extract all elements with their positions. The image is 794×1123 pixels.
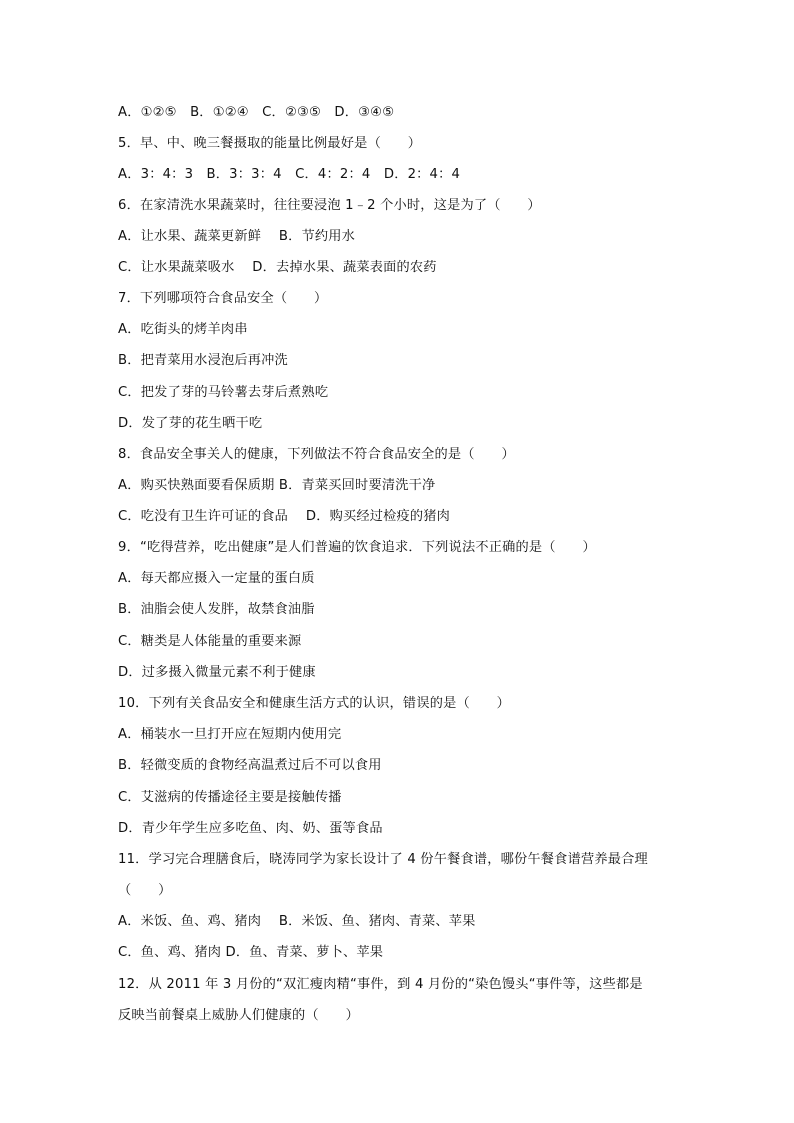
answer-options-q6-cd: C．让水果蔬菜吸水 D．去掉水果、蔬菜表面的农药: [118, 260, 437, 275]
answer-option-q7-b: B．把青菜用水浸泡后再冲洗: [118, 353, 288, 368]
answer-option-q10-b: B．轻微变质的食物经高温煮过后不可以食用: [118, 758, 382, 773]
answer-option-q9-c: C．糖类是人体能量的重要来源: [118, 634, 302, 649]
question-9: 9．“吃得营养，吃出健康”是人们普遍的饮食追求．下列说法不正确的是（ ）: [118, 540, 596, 555]
question-7: 7．下列哪项符合食品安全（ ）: [118, 291, 328, 306]
question-8: 8．食品安全事关人的健康，下列做法不符合食品安全的是（ ）: [118, 447, 515, 462]
answer-option-q9-b: B．油脂会使人发胖，故禁食油脂: [118, 602, 315, 617]
answer-options-q4: A．①②⑤ B．①②④ C．②③⑤ D．③④⑤: [118, 105, 395, 120]
answer-options-q8-ab: A．购买快熟面要看保质期 B．青菜买回时要清洗干净: [118, 478, 436, 493]
question-5: 5．早、中、晚三餐摄取的能量比例最好是（ ）: [118, 136, 422, 151]
question-11: 11．学习完合理膳食后，晓涛同学为家长设计了 4 份午餐食谱，哪份午餐食谱营养最合理: [118, 852, 648, 867]
answer-options-q8-cd: C．吃没有卫生许可证的食品 D．购买经过检疫的猪肉: [118, 509, 451, 524]
answer-option-q7-a: A．吃街头的烤羊肉串: [118, 322, 248, 337]
answer-options-q11-ab: A．米饭、鱼、鸡、猪肉 B．米饭、鱼、猪肉、青菜、苹果: [118, 914, 476, 929]
question-12-continued: 反映当前餐桌上威胁人们健康的（ ）: [118, 1008, 359, 1023]
answer-option-q7-d: D．发了芽的花生晒干吃: [118, 416, 263, 431]
answer-option-q10-d: D．青少年学生应多吃鱼、肉、奶、蛋等食品: [118, 821, 383, 836]
answer-option-q9-d: D．过多摄入微量元素不利于健康: [118, 665, 316, 680]
answer-options-q11-cd: C．鱼、鸡、猪肉 D．鱼、青菜、萝卜、苹果: [118, 945, 384, 960]
question-12: 12．从 2011 年 3 月份的“双汇瘦肉精“事件，到 4 月份的“染色馒头“事件等，这些都是: [118, 977, 643, 992]
question-6: 6．在家清洗水果蔬菜时，往往要浸泡 1﹣2 个小时，这是为了（ ）: [118, 198, 541, 213]
question-11-continued: （ ）: [118, 883, 172, 898]
answer-option-q9-a: A．每天都应摄入一定量的蛋白质: [118, 571, 315, 586]
answer-options-q5: A．3：4：3 B．3：3：4 C．4：2：4 D．2：4：4: [118, 167, 461, 182]
question-10: 10．下列有关食品安全和健康生活方式的认识，错误的是（ ）: [118, 696, 511, 711]
answer-options-q6-ab: A．让水果、蔬菜更新鲜 B．节约用水: [118, 229, 356, 244]
answer-option-q10-c: C．艾滋病的传播途径主要是接触传播: [118, 790, 342, 805]
answer-option-q10-a: A．桶装水一旦打开应在短期内使用完: [118, 727, 342, 742]
answer-option-q7-c: C．把发了芽的马铃薯去芽后煮熟吃: [118, 385, 329, 400]
